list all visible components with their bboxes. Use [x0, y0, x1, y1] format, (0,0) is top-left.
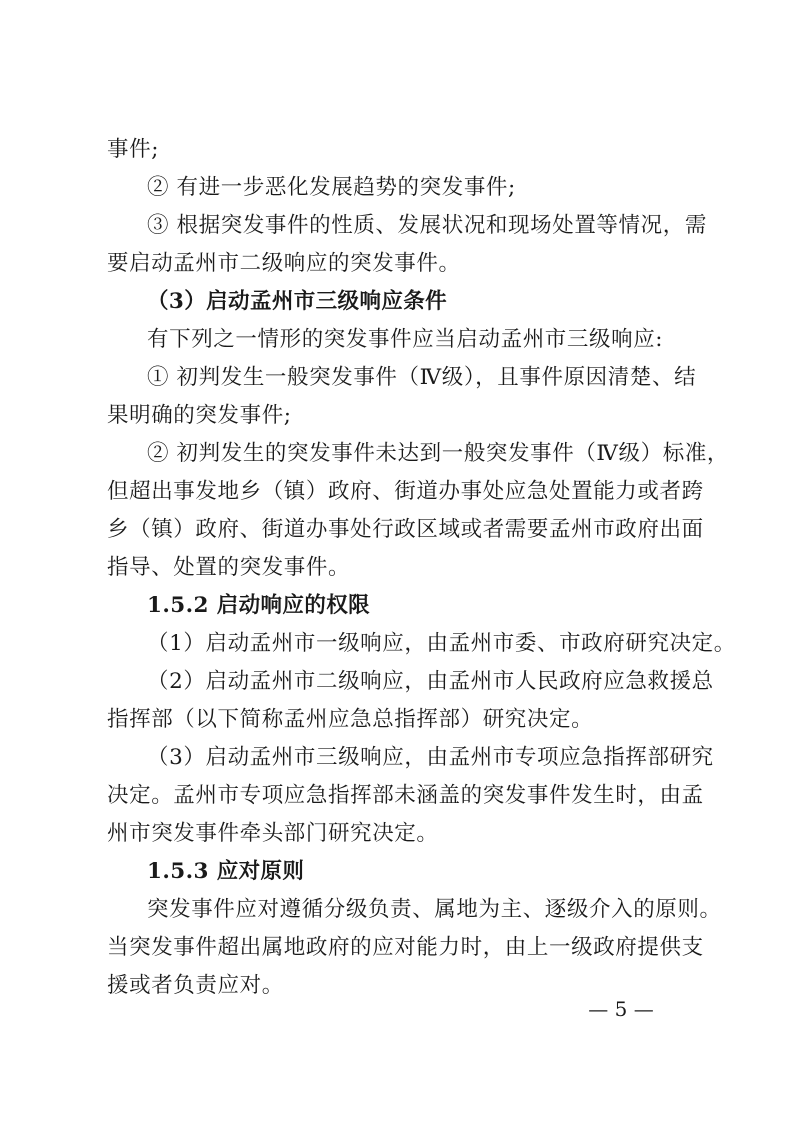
- text-line: 援或者负责应对。: [107, 973, 284, 998]
- text-line: 要启动孟州市二级响应的突发事件。: [107, 251, 461, 276]
- paragraph: 突发事件应对遵循分级负责、属地为主、逐级介入的原则。: [147, 897, 722, 922]
- section-heading: 1.5.2 启动响应的权限: [147, 593, 371, 618]
- list-item: ① 初判发生一般突发事件（Ⅳ级），且事件原因清楚、结: [147, 365, 697, 390]
- text-line: 当突发事件超出属地政府的应对能力时，由上一级政府提供支: [107, 935, 704, 960]
- paragraph: （2）启动孟州市二级响应，由孟州市人民政府应急救援总: [147, 669, 714, 694]
- page-number: — 5 —: [588, 997, 654, 1021]
- text-line: 乡（镇）政府、街道办事处行政区域或者需要孟州市政府出面: [107, 517, 704, 542]
- list-item: ② 有进一步恶化发展趋势的突发事件;: [147, 175, 516, 200]
- list-item: ② 初判发生的突发事件未达到一般突发事件（Ⅳ级）标准，: [147, 441, 730, 466]
- paragraph: （1）启动孟州市一级响应，由孟州市委、市政府研究决定。: [147, 631, 736, 656]
- section-heading: （3）启动孟州市三级响应条件: [147, 289, 448, 314]
- text-line: 指挥部（以下简称孟州应急总指挥部）研究决定。: [107, 707, 594, 732]
- text-line: 指导、处置的突发事件。: [107, 555, 351, 580]
- paragraph: （3）启动孟州市三级响应，由孟州市专项应急指挥部研究: [147, 745, 714, 770]
- text-line: 州市突发事件牵头部门研究决定。: [107, 821, 439, 846]
- section-heading: 1.5.3 应对原则: [147, 859, 305, 884]
- list-item: ③ 根据突发事件的性质、发展状况和现场处置等情况，需: [147, 213, 707, 238]
- text-line: 果明确的突发事件;: [107, 403, 292, 428]
- paragraph: 有下列之一情形的突发事件应当启动孟州市三级响应:: [147, 327, 664, 352]
- text-line: 但超出事发地乡（镇）政府、街道办事处应急处置能力或者跨: [107, 479, 704, 504]
- text-line: 事件;: [107, 137, 160, 162]
- text-line: 决定。孟州市专项应急指挥部未涵盖的突发事件发生时，由孟: [107, 783, 704, 808]
